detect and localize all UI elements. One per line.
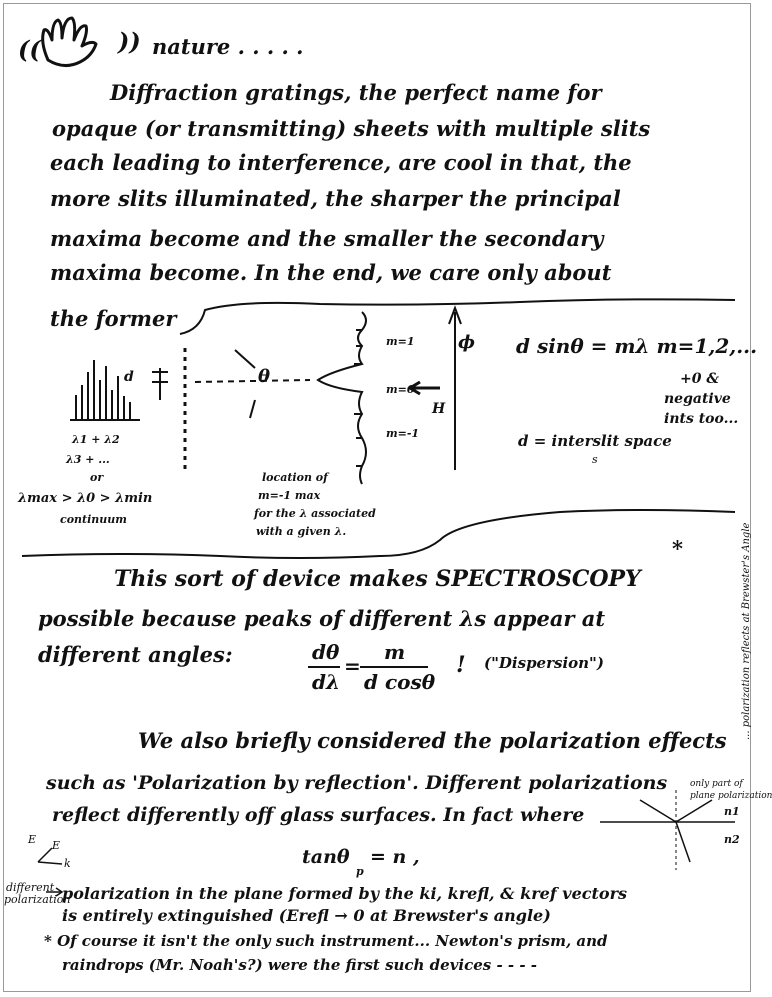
polar-line-5: is entirely extinguished (Erefl → 0 at Brewster's angle) <box>62 906 551 925</box>
spectrum-note-5: continuum <box>60 513 127 526</box>
tan-rhs: = n , <box>370 846 420 868</box>
small-k: k <box>64 857 71 870</box>
eq-equals: = <box>344 654 361 678</box>
formula-extra-1: +0 & <box>680 371 719 387</box>
polar-line-1: We also briefly considered the polarization effects <box>138 728 727 753</box>
eq-rhs-num: m <box>384 640 406 664</box>
eq-bang: ! <box>456 652 466 678</box>
location-note-3: for the λ associated <box>254 507 376 520</box>
tan-equation: tanθ <box>302 846 350 868</box>
quote-open: (( <box>18 35 41 64</box>
margin-note: ... polarization reflects at Brewster's Angle <box>741 522 752 740</box>
formula-extra-3: ints too... <box>664 411 739 427</box>
intro-line-7: the former <box>50 306 177 331</box>
polar-line-2: such as 'Polarization by reflection'. Different polarizations <box>46 772 668 794</box>
spectrum-note-2: λ3 + ... <box>66 453 110 466</box>
small-E-1: E <box>28 833 37 846</box>
intro-line-3: each leading to interference, are cool in that, the <box>50 150 632 175</box>
spectrum-note-3: or <box>90 471 104 484</box>
tan-subscript: p <box>356 865 364 878</box>
intro-line-1: Diffraction gratings, the perfect name for <box>110 80 602 105</box>
n1-label: n1 <box>724 805 740 818</box>
location-note-2: m=-1 max <box>258 489 321 502</box>
n2-label: n2 <box>724 833 740 846</box>
side-note-1: only part of <box>690 779 743 789</box>
intro-line-2: opaque (or transmitting) sheets with multiple slits <box>52 116 651 141</box>
footnote-line-2: raindrops (Mr. Noah's?) were the first such devices - - - - <box>62 956 538 974</box>
spectrum-note-1: λ1 + λ2 <box>72 433 120 446</box>
eq-lhs-num: dθ <box>312 640 340 664</box>
H-label: H <box>432 401 446 417</box>
d-definition: d = interslit space <box>518 432 672 450</box>
polar-line-4: polarization in the plane formed by the ki, krefl, & kref vectors <box>62 884 628 903</box>
m-label-minus1: m=-1 <box>386 427 420 440</box>
theta-label: θ <box>258 366 271 387</box>
spectroscopy-line-2: possible because peaks of different λs appear at <box>38 606 606 631</box>
spectroscopy-star: * <box>672 536 683 561</box>
eq-rhs-den: d cosθ <box>364 670 436 694</box>
footnote-line-1: * Of course it isn't the only such instrument... Newton's prism, and <box>44 932 608 950</box>
location-note-4: with a given λ. <box>256 525 347 538</box>
side-note-2: plane polarization <box>690 791 772 801</box>
polar-line-3: reflect differently off glass surfaces. In fact where <box>52 804 585 826</box>
intro-line-4: more slits illuminated, the sharper the principal <box>50 186 621 211</box>
intro-line-5: maxima become and the smaller the secondary <box>50 226 604 251</box>
phi-label: ϕ <box>458 332 475 353</box>
spectroscopy-line-1: This sort of device makes SPECTROSCOPY <box>114 566 641 592</box>
location-note-1: location of <box>262 471 328 484</box>
dispersion-label: ("Dispersion") <box>484 654 604 672</box>
intro-line-6: maxima become. In the end, we care only about <box>50 260 612 285</box>
quote-close: )) <box>118 27 141 56</box>
eq-lhs-den: dλ <box>312 670 341 694</box>
d-def-sub: s <box>592 453 598 466</box>
spectrum-note-4: λmax > λ0 > λmin <box>18 491 153 506</box>
m-label-zero: m=0 <box>386 383 415 396</box>
formula-extra-2: negative <box>664 391 731 407</box>
diff-polar-2: polarization <box>4 893 71 906</box>
spectroscopy-line-3: different angles: <box>38 642 233 667</box>
grating-formula: d sinθ = mλ m=1,2,... <box>516 334 758 358</box>
header-word: nature . . . . . <box>152 34 304 59</box>
small-E-2: E <box>52 839 61 852</box>
diff-polar-1: different <box>6 881 55 894</box>
d-label: d <box>124 369 134 385</box>
m-label-plus1: m=1 <box>386 335 415 348</box>
